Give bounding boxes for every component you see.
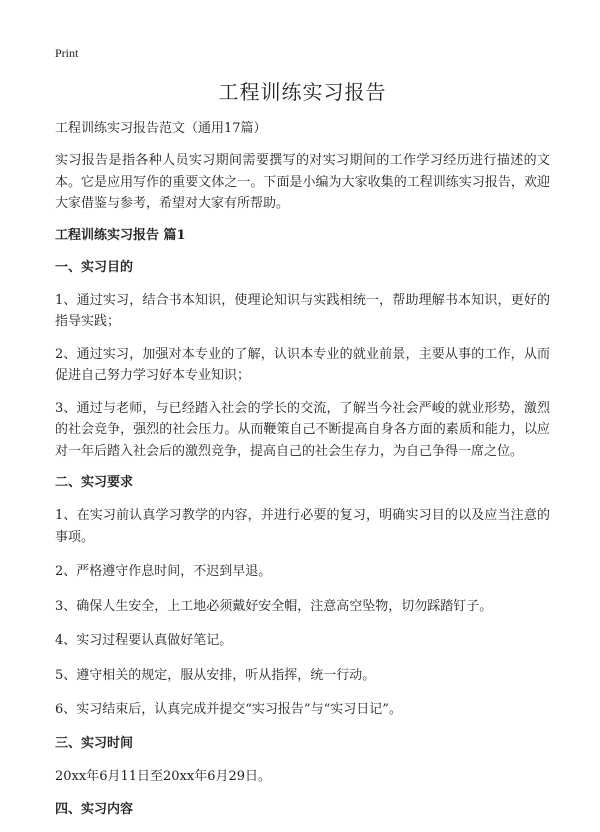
intro-paragraph: 实习报告是指各种人员实习期间需要撰写的对实习期间的工作学习经历进行描述的文本。它是应用写作的重要文体之一。下面是小编为大家收集的工程训练实习报告，欢迎大家借鉴与参考，希望对大家有所帮助。 <box>55 153 550 211</box>
requirement-item: 1、在实习前认真学习教学的内容，并进行必要的复习，明确实习目的以及应当注意的事项。 <box>55 508 550 545</box>
heading-content: 四、实习内容 <box>55 802 134 817</box>
print-label: Print <box>55 46 79 60</box>
requirement-item: 6、实习结束后，认真完成并提交“实习报告”与“实习日记”。 <box>55 702 402 717</box>
purpose-item: 3、通过与老师，与已经踏入社会的学长的交流，了解当今社会严峻的就业形势，激烈的社会竞争，强烈的社会压力。从而鞭策自己不断提高自身各方面的素质和能力，以应对一年后踏入社会后的激烈竞争，提高自己的社会生存力，为自己争得一席之位。 <box>55 400 550 459</box>
requirement-item: 2、严格遵守作息时间，不迟到早退。 <box>55 564 272 579</box>
document-title: 工程训练实习报告 <box>218 80 387 104</box>
document-body <box>55 78 550 832</box>
requirement-item: 4、实习过程要认真做好笔记。 <box>55 633 233 648</box>
section-title: 工程训练实习报告 篇1 <box>55 227 186 243</box>
purpose-item: 1、通过实习，结合书本知识，使理论知识与实践相统一，帮助理解书本知识，更好的指导实践； <box>55 292 550 329</box>
document-subtitle: 工程训练实习报告范文（通用17篇） <box>55 121 267 136</box>
heading-time: 三、实习时间 <box>55 735 134 751</box>
requirement-item: 3、确保人生安全，上工地必须戴好安全帽，注意高空坠物，切勿踩踏钉子。 <box>55 598 493 614</box>
requirement-item: 5、遵守相关的规定，服从安排，听从指挥，统一行动。 <box>55 667 376 683</box>
purpose-item: 2、通过实习，加强对本专业的了解，认识本专业的就业前景，主要从事的工作，从而促进自己努力学习好本专业知识； <box>55 346 550 383</box>
time-text: 20xx年6月11日至20xx年6月29日。 <box>55 768 272 784</box>
heading-purpose: 一、实习目的 <box>55 259 134 275</box>
heading-requirements: 二、实习要求 <box>55 475 134 490</box>
